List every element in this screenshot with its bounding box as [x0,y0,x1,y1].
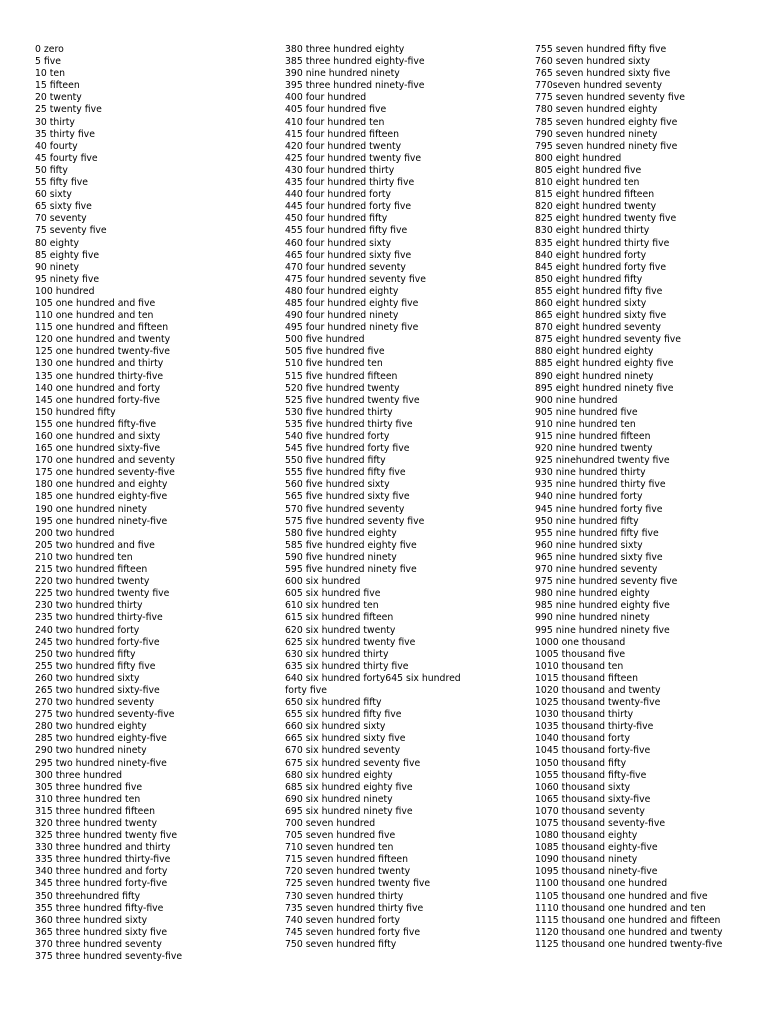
number-word-entry: 300 three hundred [35,769,123,781]
number-word-entry: 735 seven hundred thirty five [285,902,424,914]
number-word-entry: 330 three hundred and thirty [35,842,171,854]
number-word-entry: 425 four hundred twenty five [285,152,422,164]
number-word-entry: 650 six hundred fifty [285,697,382,709]
number-word-entry: 365 three hundred sixty five [35,926,168,938]
number-word-entry: 95 ninety five [35,273,100,285]
number-word-entry: 635 six hundred thirty five [285,660,409,672]
number-word-entry: 80 eighty [35,237,80,249]
number-word-entry: 145 one hundred forty-five [35,394,160,406]
number-word-entry: 720 seven hundred twenty [285,866,411,878]
number-word-entry: 570 five hundred seventy [285,503,405,515]
number-word-entry: 960 nine hundred sixty [535,539,643,551]
number-word-entry: 100 hundred [35,285,95,297]
number-word-entry: 340 three hundred and forty [35,866,168,878]
number-word-entry: 1115 thousand one hundred and fifteen [535,914,721,926]
number-word-entry: 665 six hundred sixty five [285,733,406,745]
number-word-entry: 225 two hundred twenty five [35,588,170,600]
number-word-entry: 475 four hundred seventy five [285,273,426,285]
number-word-entry: 535 five hundred thirty five [285,418,413,430]
number-word-entry: 420 four hundred twenty [285,140,402,152]
number-word-entry: 20 twenty [35,92,82,104]
number-word-entry: 240 two hundred forty [35,624,140,636]
number-word-entry: 1065 thousand sixty-five [535,793,651,805]
number-word-entry: 910 nine hundred ten [535,418,636,430]
number-word-entry: 810 eight hundred ten [535,177,640,189]
number-word-entry: 325 three hundred twenty five [35,830,178,842]
number-word-entry: 820 eight hundred twenty [535,201,657,213]
number-word-entry: 555 five hundred fifty five [285,467,406,479]
number-word-entry: 630 six hundred thirty [285,648,389,660]
number-word-entry: 1095 thousand ninety-five [535,866,658,878]
number-word-entry: 230 two hundred thirty [35,600,143,612]
number-word-entry: 915 nine hundred fifteen [535,431,651,442]
number-word-entry: 490 four hundred ninety [285,310,399,322]
number-word-entry: 565 five hundred sixty five [285,491,410,503]
number-word-entry: 260 two hundred sixty [35,672,140,684]
number-word-entry: 495 four hundred ninety five [285,322,419,334]
number-word-entry: 855 eight hundred fifty five [535,285,663,297]
number-word-entry: 440 four hundred forty [285,189,392,201]
number-word-entry: 715 seven hundred fifteen [285,854,409,866]
number-word-entry: 885 eight hundred eighty five [535,358,674,370]
number-word-entry: 1030 thousand thirty [535,709,634,721]
number-word-entry: 235 two hundred thirty-five [35,612,163,624]
number-word-entry: 405 four hundred five [285,104,387,116]
number-word-entry: 875 eight hundred seventy five [535,334,682,346]
number-word-entry: 130 one hundred and thirty [35,358,164,370]
number-word-entry: 1090 thousand ninety [535,854,638,866]
number-word-entry: 935 nine hundred thirty five [535,479,666,491]
number-word-entry: 950 nine hundred fifty [535,515,639,527]
number-word-entry: 220 two hundred twenty [35,576,150,588]
number-word-entry: 900 nine hundred [535,394,618,406]
number-word-entry: 970 nine hundred seventy [535,564,658,576]
number-word-entry: 70 seventy [35,213,87,225]
number-word-entry: 890 eight hundred ninety [535,370,654,382]
number-word-entry: 305 three hundred five [35,781,143,793]
number-word-entry: 1060 thousand sixty [535,781,631,793]
number-word-entry: 105 one hundred and five [35,297,156,309]
number-word-entry: 25 twenty five [35,104,102,116]
number-word-entry: 470 four hundred seventy [285,261,406,273]
number-word-entry: 835 eight hundred thirty five [535,237,670,249]
number-word-entry: 640 six hundred forty645 six hundred forty five [285,672,461,696]
number-word-entry: 730 seven hundred thirty [285,890,404,902]
number-word-entry: 615 six hundred fifteen [285,612,394,624]
number-word-entry: 30 thirty [35,116,75,128]
number-word-entry: 795 seven hundred ninety five [535,140,678,152]
number-word-entry: 780 seven hundred eighty [535,104,658,116]
number-word-entry: 605 six hundred five [285,588,381,600]
number-word-entry: 840 eight hundred forty [535,249,647,261]
number-word-entry: 135 one hundred thirty-five [35,370,164,382]
number-word-entry: 1100 thousand one hundred [535,878,668,890]
number-word-entry: 595 five hundred ninety five [285,564,417,576]
number-word-entry: 575 five hundred seventy five [285,515,425,527]
number-word-entry: 415 four hundred fifteen [285,128,400,140]
number-word-entry: 530 five hundred thirty [285,406,393,418]
number-word-entry: 385 three hundred eighty-five [285,56,425,68]
number-word-entry: 375 three hundred seventy-five [35,951,183,963]
number-word-entry: 800 eight hundred [535,152,622,164]
number-word-entry: 1005 thousand five [535,648,626,660]
number-word-entry: 865 eight hundred sixty five [535,310,667,322]
number-word-entry: 50 fifty [35,164,68,176]
number-word-entry: 295 two hundred ninety-five [35,757,167,769]
number-word-entry: 895 eight hundred ninety five [535,382,674,394]
number-word-entry: 215 two hundred fifteen [35,564,148,576]
number-word-entry: 445 four hundred forty five [285,201,412,213]
number-word-entry: 5 five [35,56,61,68]
number-word-entry: 150 hundred fifty [35,406,116,418]
number-word-entry: 815 eight hundred fifteen [535,189,655,201]
number-word-entry: 175 one hundred seventy-five [35,467,175,479]
number-word-entry: 395 three hundred ninety-five [285,80,425,92]
number-word-entry: 430 four hundred thirty [285,164,395,176]
number-word-entry: 310 three hundred ten [35,793,141,805]
number-word-entry: 585 five hundred eighty five [285,539,417,551]
number-word-entry: 60 sixty [35,189,72,201]
number-word-entry: 85 eighty five [35,249,100,261]
number-word-entry: 355 three hundred fifty-five [35,902,164,914]
number-word-entry: 825 eight hundred twenty five [535,213,677,225]
number-word-entry: 0 zero [35,44,64,55]
number-word-entry: 1055 thousand fifty-five [535,769,647,781]
number-word-entry: 140 one hundred and forty [35,382,161,394]
number-word-entry: 1035 thousand thirty-five [535,721,654,733]
number-word-entry: 510 five hundred ten [285,358,383,370]
number-word-entry: 480 four hundred eighty [285,285,399,297]
number-word-entry: 675 six hundred seventy five [285,757,421,769]
number-word-entry: 850 eight hundred fifty [535,273,643,285]
number-word-entry: 920 nine hundred twenty [535,443,653,455]
number-word-entry: 550 five hundred fifty [285,455,386,467]
number-word-entry: 980 nine hundred eighty [535,588,650,600]
number-word-entry: 320 three hundred twenty [35,818,158,829]
number-word-entry: 745 seven hundred forty five [285,926,421,938]
number-word-entry: 350 threehundred fifty [35,890,141,902]
number-word-entry: 540 five hundred forty [285,431,390,442]
number-word-entry: 985 nine hundred eighty five [535,600,670,612]
number-word-entry: 35 thirty five [35,128,95,140]
number-word-entry: 400 four hundred [285,92,367,104]
number-word-entry: 940 nine hundred forty [535,491,643,503]
number-word-entry: 125 one hundred twenty-five [35,346,171,358]
number-word-entry: 870 eight hundred seventy [535,322,661,334]
number-word-entry: 390 nine hundred ninety [285,68,400,80]
number-word-entry: 690 six hundred ninety [285,793,393,805]
number-word-entry: 170 one hundred and seventy [35,455,175,467]
number-word-entry: 600 six hundred [285,576,361,588]
number-word-entry: 765 seven hundred sixty five [535,68,671,80]
number-word-entry: 805 eight hundred five [535,164,642,176]
number-word-entry: 845 eight hundred forty five [535,261,667,273]
number-word-entry: 265 two hundred sixty-five [35,684,160,696]
number-word-entry: 1070 thousand seventy [535,805,645,817]
number-word-entry: 705 seven hundred five [285,830,396,842]
number-word-entry: 680 six hundred eighty [285,769,393,781]
number-word-entry: 180 one hundred and eighty [35,479,168,491]
number-word-entry: 270 two hundred seventy [35,697,155,709]
number-word-entry: 255 two hundred fifty five [35,660,156,672]
number-word-entry: 15 fifteen [35,80,80,92]
number-word-entry: 590 five hundred ninety [285,551,397,563]
number-word-entry: 860 eight hundred sixty [535,297,647,309]
number-word-entry: 930 nine hundred thirty [535,467,646,479]
number-word-entry: 610 six hundred ten [285,600,379,612]
number-word-entry: 580 five hundred eighty [285,527,397,539]
number-word-entry: 1020 thousand and twenty [535,684,661,696]
number-word-entry: 290 two hundred ninety [35,745,147,757]
number-word-entry: 1120 thousand one hundred and twenty [535,926,723,938]
number-word-entry: 750 seven hundred fifty [285,938,397,950]
number-word-entry: 1025 thousand twenty-five [535,697,661,709]
number-word-entry: 965 nine hundred sixty five [535,551,663,563]
number-word-entry: 990 nine hundred ninety [535,612,650,624]
number-word-entry: 315 three hundred fifteen [35,805,155,817]
number-word-entry: 755 seven hundred fifty five [535,44,667,55]
number-word-entry: 620 six hundred twenty [285,624,396,636]
number-word-entry: 785 seven hundred eighty five [535,116,678,128]
number-word-entry: 1105 thousand one hundred and five [535,890,708,902]
number-word-entry: 685 six hundred eighty five [285,781,413,793]
number-word-entry: 1045 thousand forty-five [535,745,651,757]
number-word-entry: 790 seven hundred ninety [535,128,658,140]
number-word-entry: 905 nine hundred five [535,406,638,418]
number-word-entry: 1080 thousand eighty [535,830,638,842]
number-word-entry: 200 two hundred [35,527,115,539]
number-word-entry: 625 six hundred twenty five [285,636,416,648]
number-word-entry: 925 ninehundred twenty five [535,455,670,467]
number-word-entry: 955 nine hundred fifty five [535,527,659,539]
number-word-entry: 410 four hundred ten [285,116,385,128]
number-word-entry: 775 seven hundred seventy five [535,92,685,104]
number-word-entry: 1085 thousand eighty-five [535,842,658,854]
number-word-entry: 55 fifty five [35,177,88,189]
number-word-entry: 525 five hundred twenty five [285,394,420,406]
number-word-entry: 1110 thousand one hundred and ten [535,902,706,914]
number-word-entry: 205 two hundred and five [35,539,155,551]
number-word-entry: 285 two hundred eighty-five [35,733,167,745]
number-word-entry: 10 ten [35,68,66,80]
number-word-entry: 1010 thousand ten [535,660,624,672]
number-word-entry: 370 three hundred seventy [35,938,162,950]
number-word-entry: 40 fourty [35,140,78,152]
number-word-entry: 380 three hundred eighty [285,44,405,55]
number-word-entry: 1075 thousand seventy-five [535,818,666,829]
number-word-entry: 65 sixty five [35,201,92,213]
number-word-entry: 455 four hundred fifty five [285,225,408,237]
number-word-entry: 520 five hundred twenty [285,382,400,394]
number-word-entry: 450 four hundred fifty [285,213,388,225]
number-word-entry: 945 nine hundred forty five [535,503,663,515]
number-word-entry: 1040 thousand forty [535,733,630,745]
number-word-entry: 245 two hundred forty-five [35,636,160,648]
number-word-entry: 505 five hundred five [285,346,385,358]
number-word-entry: 655 six hundred fifty five [285,709,402,721]
number-word-entry: 1015 thousand fifteen [535,672,638,684]
number-word-entry: 740 seven hundred forty [285,914,401,926]
number-word-entry: 880 eight hundred eighty [535,346,654,358]
number-list-column-3 [535,44,765,951]
number-list-column-2 [285,44,525,951]
number-word-entry: 195 one hundred ninety-five [35,515,168,527]
number-word-entry: 995 nine hundred ninety five [535,624,670,636]
number-word-entry: 485 four hundred eighty five [285,297,419,309]
number-word-entry: 155 one hundred fifty-five [35,418,157,430]
number-list-column-1 [35,44,275,963]
number-word-entry: 120 one hundred and twenty [35,334,171,346]
number-word-entry: 45 fourty five [35,152,98,164]
number-word-entry: 760 seven hundred sixty [535,56,651,68]
number-word-entry: 115 one hundred and fifteen [35,322,169,334]
number-word-entry: 160 one hundred and sixty [35,431,161,442]
number-word-entry: 545 five hundred forty five [285,443,410,455]
number-word-entry: 185 one hundred eighty-five [35,491,168,503]
number-word-entry: 360 three hundred sixty [35,914,148,926]
number-word-entry: 700 seven hundred [285,818,376,829]
number-word-entry: 1050 thousand fifty [535,757,627,769]
number-word-entry: 710 seven hundred ten [285,842,394,854]
number-word-entry: 500 five hundred [285,334,365,346]
number-word-entry: 335 three hundred thirty-five [35,854,171,866]
number-word-entry: 435 four hundred thirty five [285,177,415,189]
number-word-entry: 670 six hundred seventy [285,745,401,757]
number-word-entry: 1125 thousand one hundred twenty-five [535,938,723,950]
number-word-entry: 110 one hundred and ten [35,310,154,322]
number-word-entry: 830 eight hundred thirty [535,225,650,237]
number-word-entry: 465 four hundred sixty five [285,249,412,261]
number-word-entry: 280 two hundred eighty [35,721,147,733]
number-word-entry: 560 five hundred sixty [285,479,390,491]
number-word-entry: 250 two hundred fifty [35,648,136,660]
number-word-entry: 660 six hundred sixty [285,721,386,733]
number-word-entry: 275 two hundred seventy-five [35,709,175,721]
number-word-entry: 770seven hundred seventy [535,80,662,92]
number-word-entry: 515 five hundred fifteen [285,370,398,382]
number-word-entry: 725 seven hundred twenty five [285,878,431,890]
number-word-entry: 210 two hundred ten [35,551,133,563]
number-word-entry: 75 seventy five [35,225,107,237]
number-word-entry: 90 ninety [35,261,80,273]
number-word-entry: 165 one hundred sixty-five [35,443,161,455]
number-word-entry: 345 three hundred forty-five [35,878,168,890]
number-word-entry: 695 six hundred ninety five [285,805,413,817]
number-word-entry: 1000 one thousand [535,636,626,648]
number-word-entry: 975 nine hundred seventy five [535,576,678,588]
number-word-entry: 460 four hundred sixty [285,237,392,249]
number-word-entry: 190 one hundred ninety [35,503,147,515]
